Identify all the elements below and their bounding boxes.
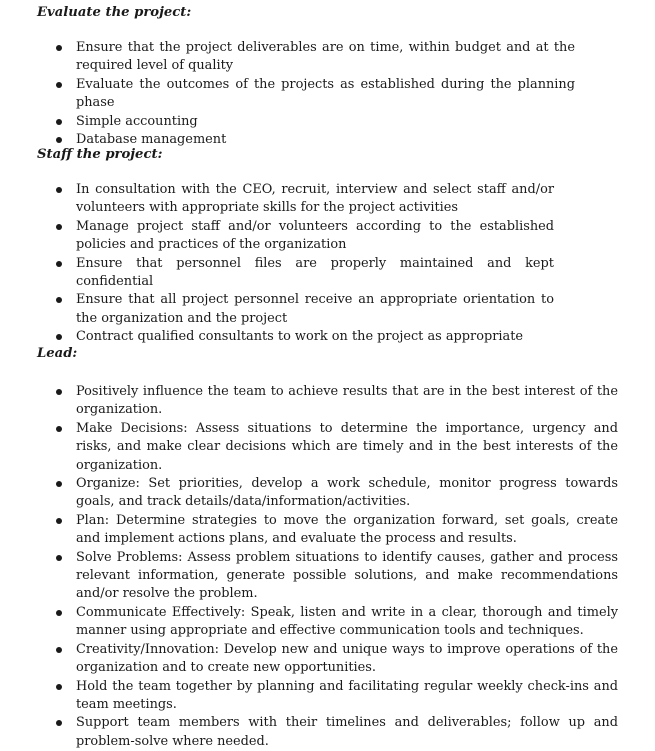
bullet-icon [56, 297, 62, 303]
list-item-text: Positively influence the team to achieve results that are in the best interest of the organization. [76, 384, 618, 418]
list-item [0, 328, 554, 346]
list-item [0, 218, 554, 255]
list-item [0, 291, 554, 328]
bullet-icon [56, 610, 62, 616]
list-item [0, 76, 575, 113]
list-item [0, 39, 575, 76]
list-item-text: Plan: Determine strategies to move the organization forward, set goals, create and implement actions plans, and evaluate the process and results. [76, 512, 618, 547]
list-item [0, 383, 618, 420]
list-item-text: Make Decisions: Assess situations to determine the importance, urgency and risks, and make clear decisions which are timely and in the best interests of the organization. [76, 420, 618, 473]
list-item-text: Communicate Effectively: Speak, listen and write in a clear, thorough and timely manner using appropriate and effective communication tools and techniques. [76, 604, 618, 639]
list-item-text: Ensure that all project personnel receive an appropriate orientation to the organization and the project [76, 292, 554, 326]
list-item [0, 420, 618, 475]
list-item-text: Ensure that the project deliverables are on time, within budget and at the required level of quality [76, 40, 575, 74]
list-item-text: Organize: Set priorities, develop a work schedule, monitor progress towards goals, and track details/data/information/activities. [76, 476, 618, 510]
bullet-list [0, 39, 575, 149]
list-item [0, 549, 618, 604]
bullet-icon [56, 137, 62, 143]
list-item [0, 678, 618, 715]
list-item [0, 641, 618, 678]
list-item-text: Ensure that personnel files are properly maintained and kept confidential [76, 255, 554, 290]
bullet-icon [56, 119, 62, 125]
list-item [0, 255, 554, 292]
bullet-icon [56, 555, 62, 561]
list-item-text: Hold the team together by planning and facilitating regular weekly check-ins and team meetings. [76, 678, 618, 712]
bullet-icon [56, 426, 62, 432]
bullet-icon [56, 518, 62, 524]
list-item-text: Simple accounting [76, 113, 198, 129]
list-item-text: Support team members with their timelines and deliverables; follow up and problem-solve where needed. [76, 715, 618, 749]
bullet-list [0, 181, 554, 347]
list-item-text: Manage project staff and/or volunteers according to the established policies and practices of the organization [76, 218, 554, 253]
bullet-icon [56, 224, 62, 230]
bullet-icon [56, 481, 62, 487]
section-heading: Staff the project: [37, 147, 163, 162]
list-item-text: In consultation with the CEO, recruit, interview and select staff and/or volunteers with appropriate skills for the project activities [76, 182, 554, 216]
list-item-text: Evaluate the outcomes of the projects as established during the planning phase [76, 76, 575, 111]
bullet-icon [56, 261, 62, 267]
bullet-list [0, 383, 618, 751]
list-item [0, 113, 575, 131]
list-item [0, 512, 618, 549]
list-item [0, 604, 618, 641]
bullet-icon [56, 647, 62, 653]
section-heading: Evaluate the project: [37, 5, 192, 20]
list-item-text: Contract qualified consultants to work on the project as appropriate [76, 329, 524, 345]
list-item-text: Database management [76, 132, 227, 148]
list-item [0, 714, 618, 751]
bullet-icon [56, 684, 62, 690]
bullet-icon [56, 187, 62, 193]
bullet-icon [56, 720, 62, 726]
bullet-icon [56, 82, 62, 88]
bullet-icon [56, 334, 62, 340]
section-heading: Lead: [37, 346, 78, 361]
list-item-text: Solve Problems: Assess problem situations to identify causes, gather and process relevant information, generate possible solutions, and make recommendations and/or resolve the problem. [76, 549, 618, 602]
list-item-text: Creativity/Innovation: Develop new and unique ways to improve operations of the organization and to create new opportunities. [76, 641, 618, 676]
list-item [0, 181, 554, 218]
bullet-icon [56, 389, 62, 395]
list-item [0, 475, 618, 512]
bullet-icon [56, 45, 62, 51]
